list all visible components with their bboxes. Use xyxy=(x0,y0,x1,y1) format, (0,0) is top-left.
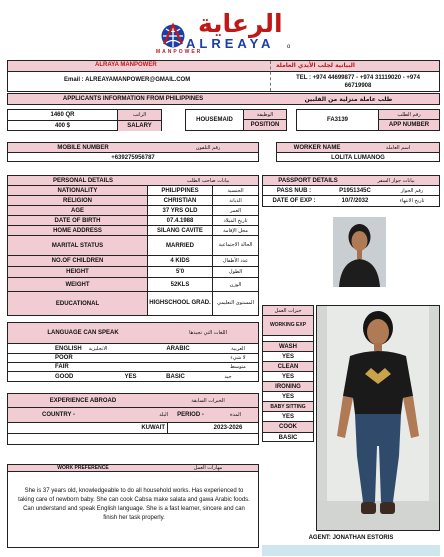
portrait-figure-icon xyxy=(333,217,386,287)
skill-value: YES xyxy=(263,392,313,402)
work-preference-title-ar: مهارات العمل xyxy=(193,465,223,471)
experience-country-label: COUNTRY - xyxy=(42,412,75,418)
company-logo xyxy=(156,9,286,55)
passport-number-label: PASS NUB : xyxy=(276,187,312,194)
personal-row-value: 07.4.1988 xyxy=(148,216,213,225)
personal-row-label: HEIGHT xyxy=(8,267,148,277)
app-number-label: APP NUMBER xyxy=(379,120,439,130)
passport-number-label-ar: رقم الجواز xyxy=(400,187,424,194)
language-title: LANGUAGE CAN SPEAK xyxy=(47,330,119,336)
company-name-ar: البيانية لجلب الأيدي العاملة xyxy=(276,62,355,69)
personal-row-value: 5'0 xyxy=(148,267,213,277)
personal-details-header xyxy=(8,176,258,186)
personal-row xyxy=(8,216,258,226)
experience-country: KUWAIT xyxy=(8,423,168,433)
salary-label: SALARY xyxy=(118,121,161,131)
personal-row-value: PHILIPPINES xyxy=(148,186,213,195)
passport-expiry-label: DATE OF EXP : xyxy=(272,198,316,204)
personal-row-label: AGE xyxy=(8,206,148,215)
personal-row-label-ar: العمر xyxy=(230,207,241,214)
experience-period-label: PERIOD - xyxy=(177,412,204,418)
skill-label: WASH xyxy=(263,342,313,352)
salary-box xyxy=(7,109,162,131)
personal-details-title: PERSONAL DETAILS xyxy=(52,177,114,184)
work-preference-section xyxy=(7,464,259,548)
language-poor-row xyxy=(8,354,258,363)
worker-name-box xyxy=(276,142,440,162)
experience-header xyxy=(8,394,258,408)
passport-details-title: PASSPORT DETAILS xyxy=(278,177,338,184)
salary-label-ar: الراتب xyxy=(118,110,161,121)
personal-row-value: MARRIED xyxy=(148,236,213,255)
personal-row-label: MARITAL STATUS xyxy=(8,236,148,255)
header-marker: o xyxy=(287,44,291,50)
experience-period-label-ar: المدة xyxy=(229,412,242,418)
language-arabic-level: BASIC xyxy=(166,373,185,380)
personal-row xyxy=(8,206,258,216)
language-fair-label: FAIR xyxy=(55,364,69,370)
personal-row xyxy=(8,278,258,292)
worker-label-bar xyxy=(277,143,439,153)
language-fair-row xyxy=(8,363,258,372)
personal-row-label: EDUCATIONAL xyxy=(8,292,148,315)
skill-label: BABY SITTING xyxy=(263,402,313,412)
skills-table xyxy=(262,305,314,442)
personal-row-label-ar: الوزن xyxy=(229,281,242,288)
personal-row xyxy=(8,292,258,315)
personal-row-label: HOME ADDRESS xyxy=(8,226,148,235)
position-label: POSITION xyxy=(244,120,286,130)
personal-row-value: 4 KIDS xyxy=(148,256,213,266)
language-names-row xyxy=(8,344,258,354)
personal-row-label: WEIGHT xyxy=(8,278,148,291)
company-name-bar xyxy=(8,61,439,72)
personal-details-title-ar: بيانات صاحب الطلب xyxy=(186,177,230,184)
language-english-level: YES xyxy=(124,373,137,380)
skill-value: BASIC xyxy=(278,434,298,441)
agent-footer-bar xyxy=(262,545,440,556)
passport-expiry-value: 10/7/2032 xyxy=(341,198,369,204)
personal-row-value: 37 YRS OLD xyxy=(148,206,213,215)
experience-row xyxy=(8,423,258,434)
worker-label-ar: اسم العاملة xyxy=(385,144,411,151)
language-fair-label-ar: متوسط xyxy=(230,364,246,370)
skill-label: IRONING xyxy=(263,382,313,392)
language-table xyxy=(7,322,259,382)
personal-row-label: RELIGION xyxy=(8,196,148,205)
personal-row-label-ar: عدد الأطفال xyxy=(222,258,249,264)
agent-label: AGENT: JONATHAN ESTORIS xyxy=(308,535,394,541)
position-label-ar: الوظيفة xyxy=(244,110,286,120)
skill-label: WORKING EXP xyxy=(263,316,313,336)
worker-name-value: LOLITA LUMANOG xyxy=(331,154,385,161)
personal-row-value: 52KLS xyxy=(148,278,213,291)
passport-expiry-label-ar: تاريخ الانتهاء xyxy=(399,198,425,204)
personal-row-value: CHRISTIAN xyxy=(148,196,213,205)
passport-details-title-ar: بيانات جواز السفر xyxy=(377,177,415,184)
work-preference-header xyxy=(8,465,258,472)
language-arabic-label: ARABIC xyxy=(166,345,190,352)
work-preference-title: WORK PREFERENCE xyxy=(57,465,109,471)
applicants-info-bar xyxy=(7,93,440,105)
company-phone: TEL : +974 44699877 - +974 31119020 - +974 66719908 xyxy=(296,75,420,89)
personal-details-table xyxy=(7,175,259,316)
personal-row-label-ar: المستوى التعليمي xyxy=(217,300,254,306)
salary-qr: 1460 QR xyxy=(8,110,118,121)
worker-label: WORKER NAME xyxy=(293,144,341,151)
personal-row-label: DATE OF BIRTH xyxy=(8,216,148,225)
language-english-label: ENGLISH xyxy=(55,345,82,352)
personal-row xyxy=(8,186,258,196)
passport-details-header xyxy=(263,176,439,186)
experience-table xyxy=(7,393,259,445)
language-arabic-label-ar: العربية xyxy=(231,345,245,352)
experience-title: EXPERIENCE ABROAD xyxy=(49,397,117,404)
experience-period: 2023-2026 xyxy=(213,425,243,431)
position-value: HOUSEMAID xyxy=(186,110,244,130)
logo-latin-text: ALREAYA xyxy=(186,36,275,51)
applicants-info-title: APPLICANTS INFORMATION FROM PHILIPPINES xyxy=(62,96,204,102)
experience-columns xyxy=(8,408,258,423)
company-header-box xyxy=(7,60,440,92)
mobile-value: +639275956787 xyxy=(111,154,155,161)
personal-row-label-ar: الجنسية xyxy=(227,187,244,194)
personal-row-value: HIGHSCHOOL GRAD. xyxy=(148,292,213,315)
full-body-figure-icon xyxy=(317,306,439,530)
skill-label: CLEAN xyxy=(263,362,313,372)
personal-row-label: NATIONALITY xyxy=(8,186,148,195)
skill-value: YES xyxy=(263,412,313,422)
passport-number-value: P1951345C xyxy=(339,187,371,194)
language-header xyxy=(8,323,258,344)
language-english-label-ar: الانجليزية xyxy=(88,345,108,352)
applicants-info-title-ar: طلب عاملة منزلية من الفلبين xyxy=(304,95,393,103)
position-box xyxy=(185,109,287,131)
company-email: Email : ALREAYAMANPOWER@GMAIL.COM xyxy=(64,77,191,83)
experience-title-ar: الخبرات السابقة xyxy=(191,397,225,404)
mobile-box xyxy=(7,142,259,162)
personal-row-label-ar: الحالة الاجتماعية xyxy=(218,242,253,248)
header-divider xyxy=(270,61,271,91)
language-good-row xyxy=(8,372,258,381)
personal-row xyxy=(8,226,258,236)
personal-row-label-ar: محل الإقامة xyxy=(223,227,248,234)
skill-value: YES xyxy=(263,352,313,362)
personal-row-label-ar: تاريخ الميلاد xyxy=(223,217,248,224)
app-number-label-ar: رقم الطلب xyxy=(379,110,439,120)
experience-country-label-ar: البلد xyxy=(159,412,168,418)
skill-value: YES xyxy=(263,372,313,382)
logo-arabic-text: الرعاية xyxy=(198,9,283,38)
work-preference-text: She is 37 years old, knowledgeable to do all household works. Has experienced to taking care of newborn baby. She can cook Cabsa make salata and gawa Arabic foods. Can understand and speak English language. She is a fast learner, sincere and can finish her task properly. xyxy=(18,488,250,521)
passport-expiry-row xyxy=(263,196,439,206)
app-number-value: FA3139 xyxy=(297,110,379,130)
language-poor-label: POOR xyxy=(55,355,73,361)
language-poor-label-ar: لا شيء xyxy=(230,355,246,361)
app-number-box xyxy=(296,109,440,131)
personal-row-label: NO.OF CHILDREN xyxy=(8,256,148,266)
logo-sub-text: MANPOWER xyxy=(156,49,203,55)
personal-row-label-ar: الديانة xyxy=(229,197,242,204)
mobile-label-ar: رقم التلفون xyxy=(195,144,221,151)
skills-title: خبرات العمل xyxy=(263,306,313,316)
language-good-label-ar: جيد xyxy=(224,373,232,380)
mobile-label: MOBILE NUMBER xyxy=(57,144,109,151)
passport-details-table xyxy=(262,175,440,207)
company-name-en: ALRAYA MANPOWER xyxy=(95,62,157,68)
personal-row xyxy=(8,236,258,256)
personal-row-value: SILANG CAVITE xyxy=(148,226,213,235)
mobile-label-bar xyxy=(8,143,258,153)
language-good-label: GOOD xyxy=(55,373,74,380)
passport-number-row xyxy=(263,186,439,196)
personal-row-label-ar: الطول xyxy=(228,269,243,275)
personal-row xyxy=(8,196,258,206)
full-body-photo xyxy=(316,305,440,531)
portrait-photo xyxy=(333,217,386,287)
personal-row xyxy=(8,256,258,267)
salary-usd: 400 $ xyxy=(8,121,118,131)
personal-row xyxy=(8,267,258,278)
skill-label: COOK xyxy=(263,422,313,433)
language-title-ar: اللغات التي تجيدها xyxy=(189,330,227,336)
logo-globe-icon xyxy=(160,23,186,49)
